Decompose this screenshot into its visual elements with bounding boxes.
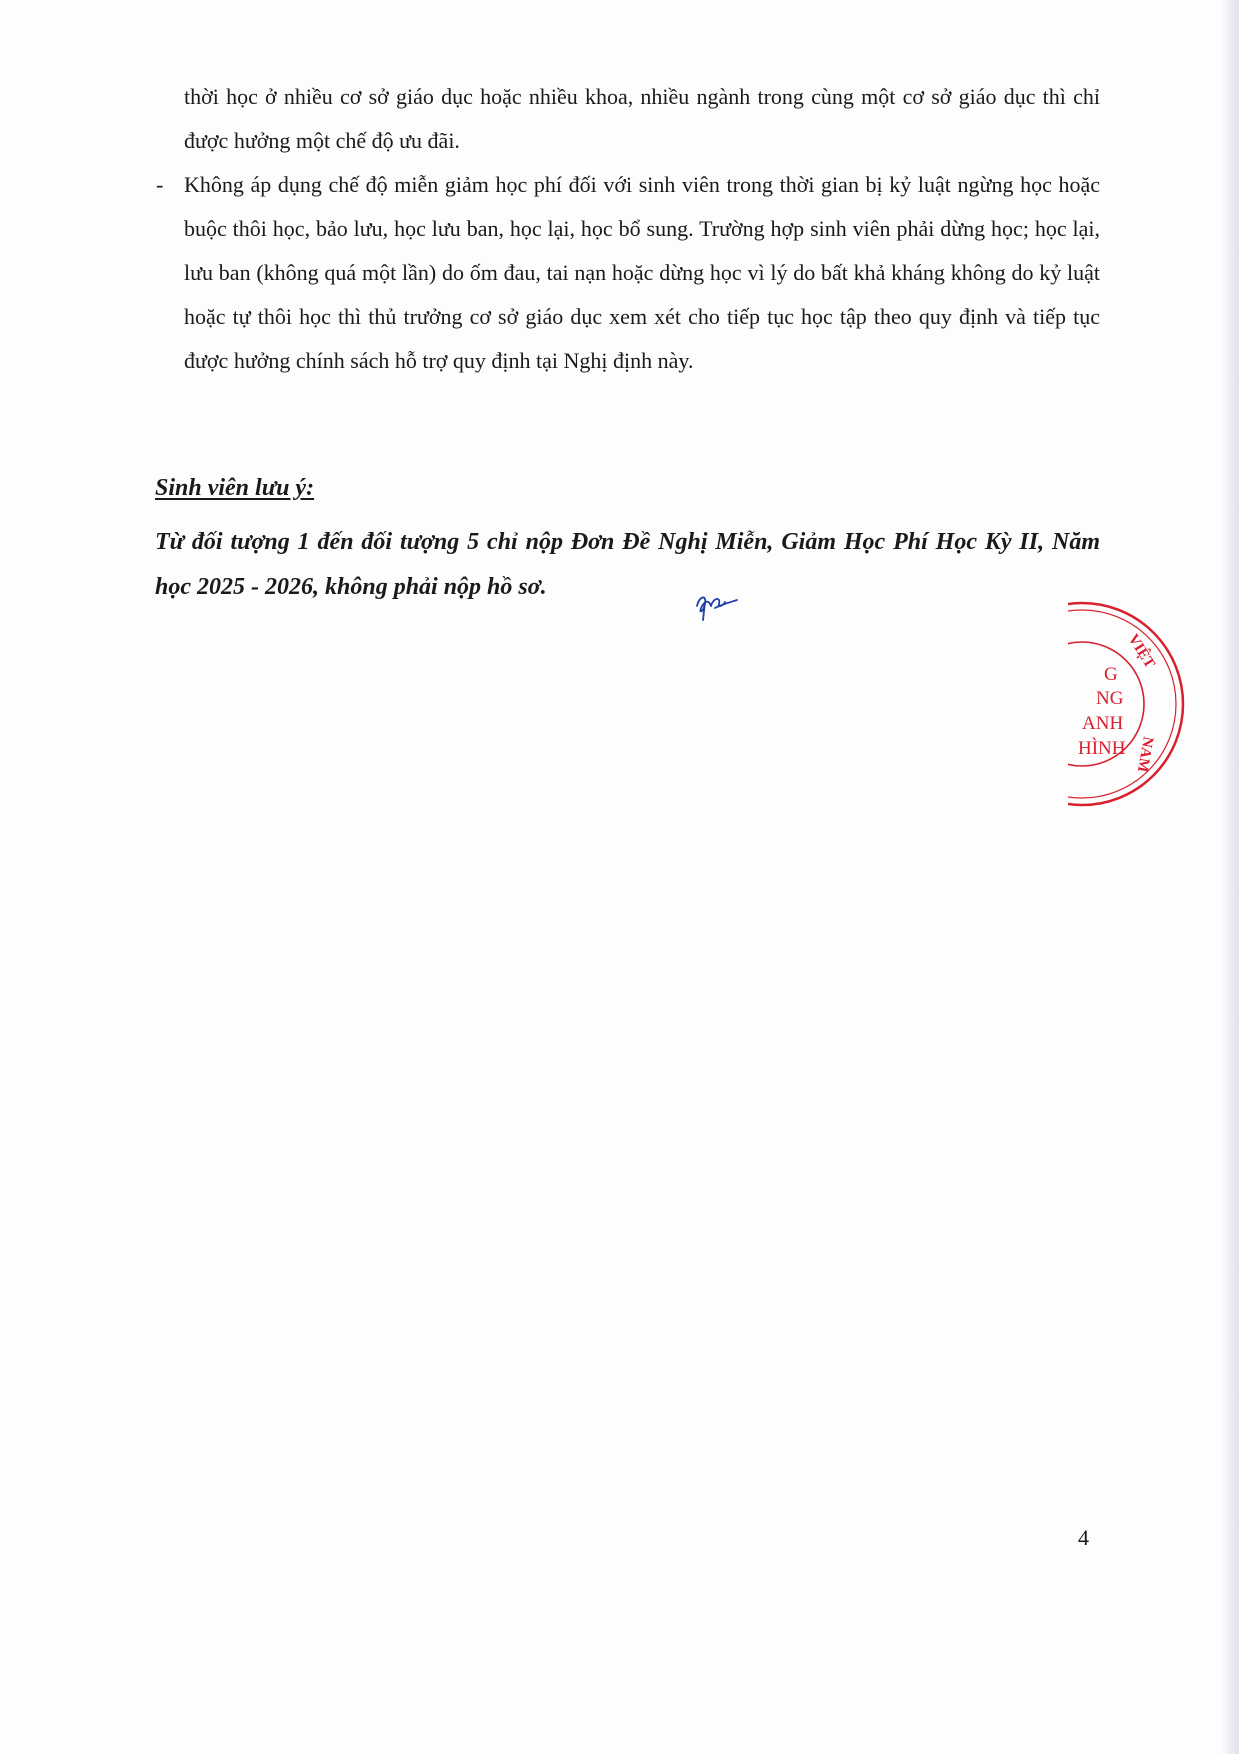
stamp-text-1: G (1104, 664, 1118, 685)
bullet-text: Không áp dụng chế độ miễn giảm học phí đối với sinh viên trong thời gian bị kỷ luật ngừng học hoặc buộc thôi học, bảo lưu, học lưu ban, học lại, học bổ sung. Trường hợp sinh viên phải dừng học; học lại, lưu ban (không quá một lần) do ốm đau, tai nạn hoặc dừng học vì lý do bất khả kháng không do kỷ luật hoặc tự thôi học thì thủ trưởng cơ sở giáo dục xem xét cho tiếp tục học tập theo quy định và tiếp tục được hưởng chính sách hỗ trợ quy định tại Nghị định này. (184, 172, 1100, 373)
continuation-paragraph: thời học ở nhiều cơ sở giáo dục hoặc nhiều khoa, nhiều ngành trong cùng một cơ sở giáo dục thì chỉ được hưởng một chế độ ưu đãi. (184, 84, 1100, 153)
svg-text:NAM: NAM (1133, 735, 1156, 774)
page-number: 4 (1078, 1525, 1089, 1550)
stamp-text-2: NG (1096, 688, 1124, 709)
bullet-marker: - (156, 172, 164, 197)
svg-text:VIỆT: VIỆT (1124, 631, 1158, 672)
stamp-text-4: HÌNH (1078, 738, 1126, 759)
initials-signature-icon (693, 586, 739, 622)
note-heading: Sinh viên lưu ý: (155, 475, 315, 501)
bullet-list-item (150, 163, 1100, 383)
page-edge-shadow (1221, 0, 1239, 1754)
stamp-text-3: ANH (1082, 713, 1124, 734)
note-body: Từ đối tượng 1 đến đối tượng 5 chỉ nộp Đơn Đề Nghị Miễn, Giảm Học Phí Học Kỳ II, Năm học 2025 - 2026, không phải nộp hồ sơ. (155, 529, 1100, 600)
official-stamp-icon (1068, 596, 1198, 816)
